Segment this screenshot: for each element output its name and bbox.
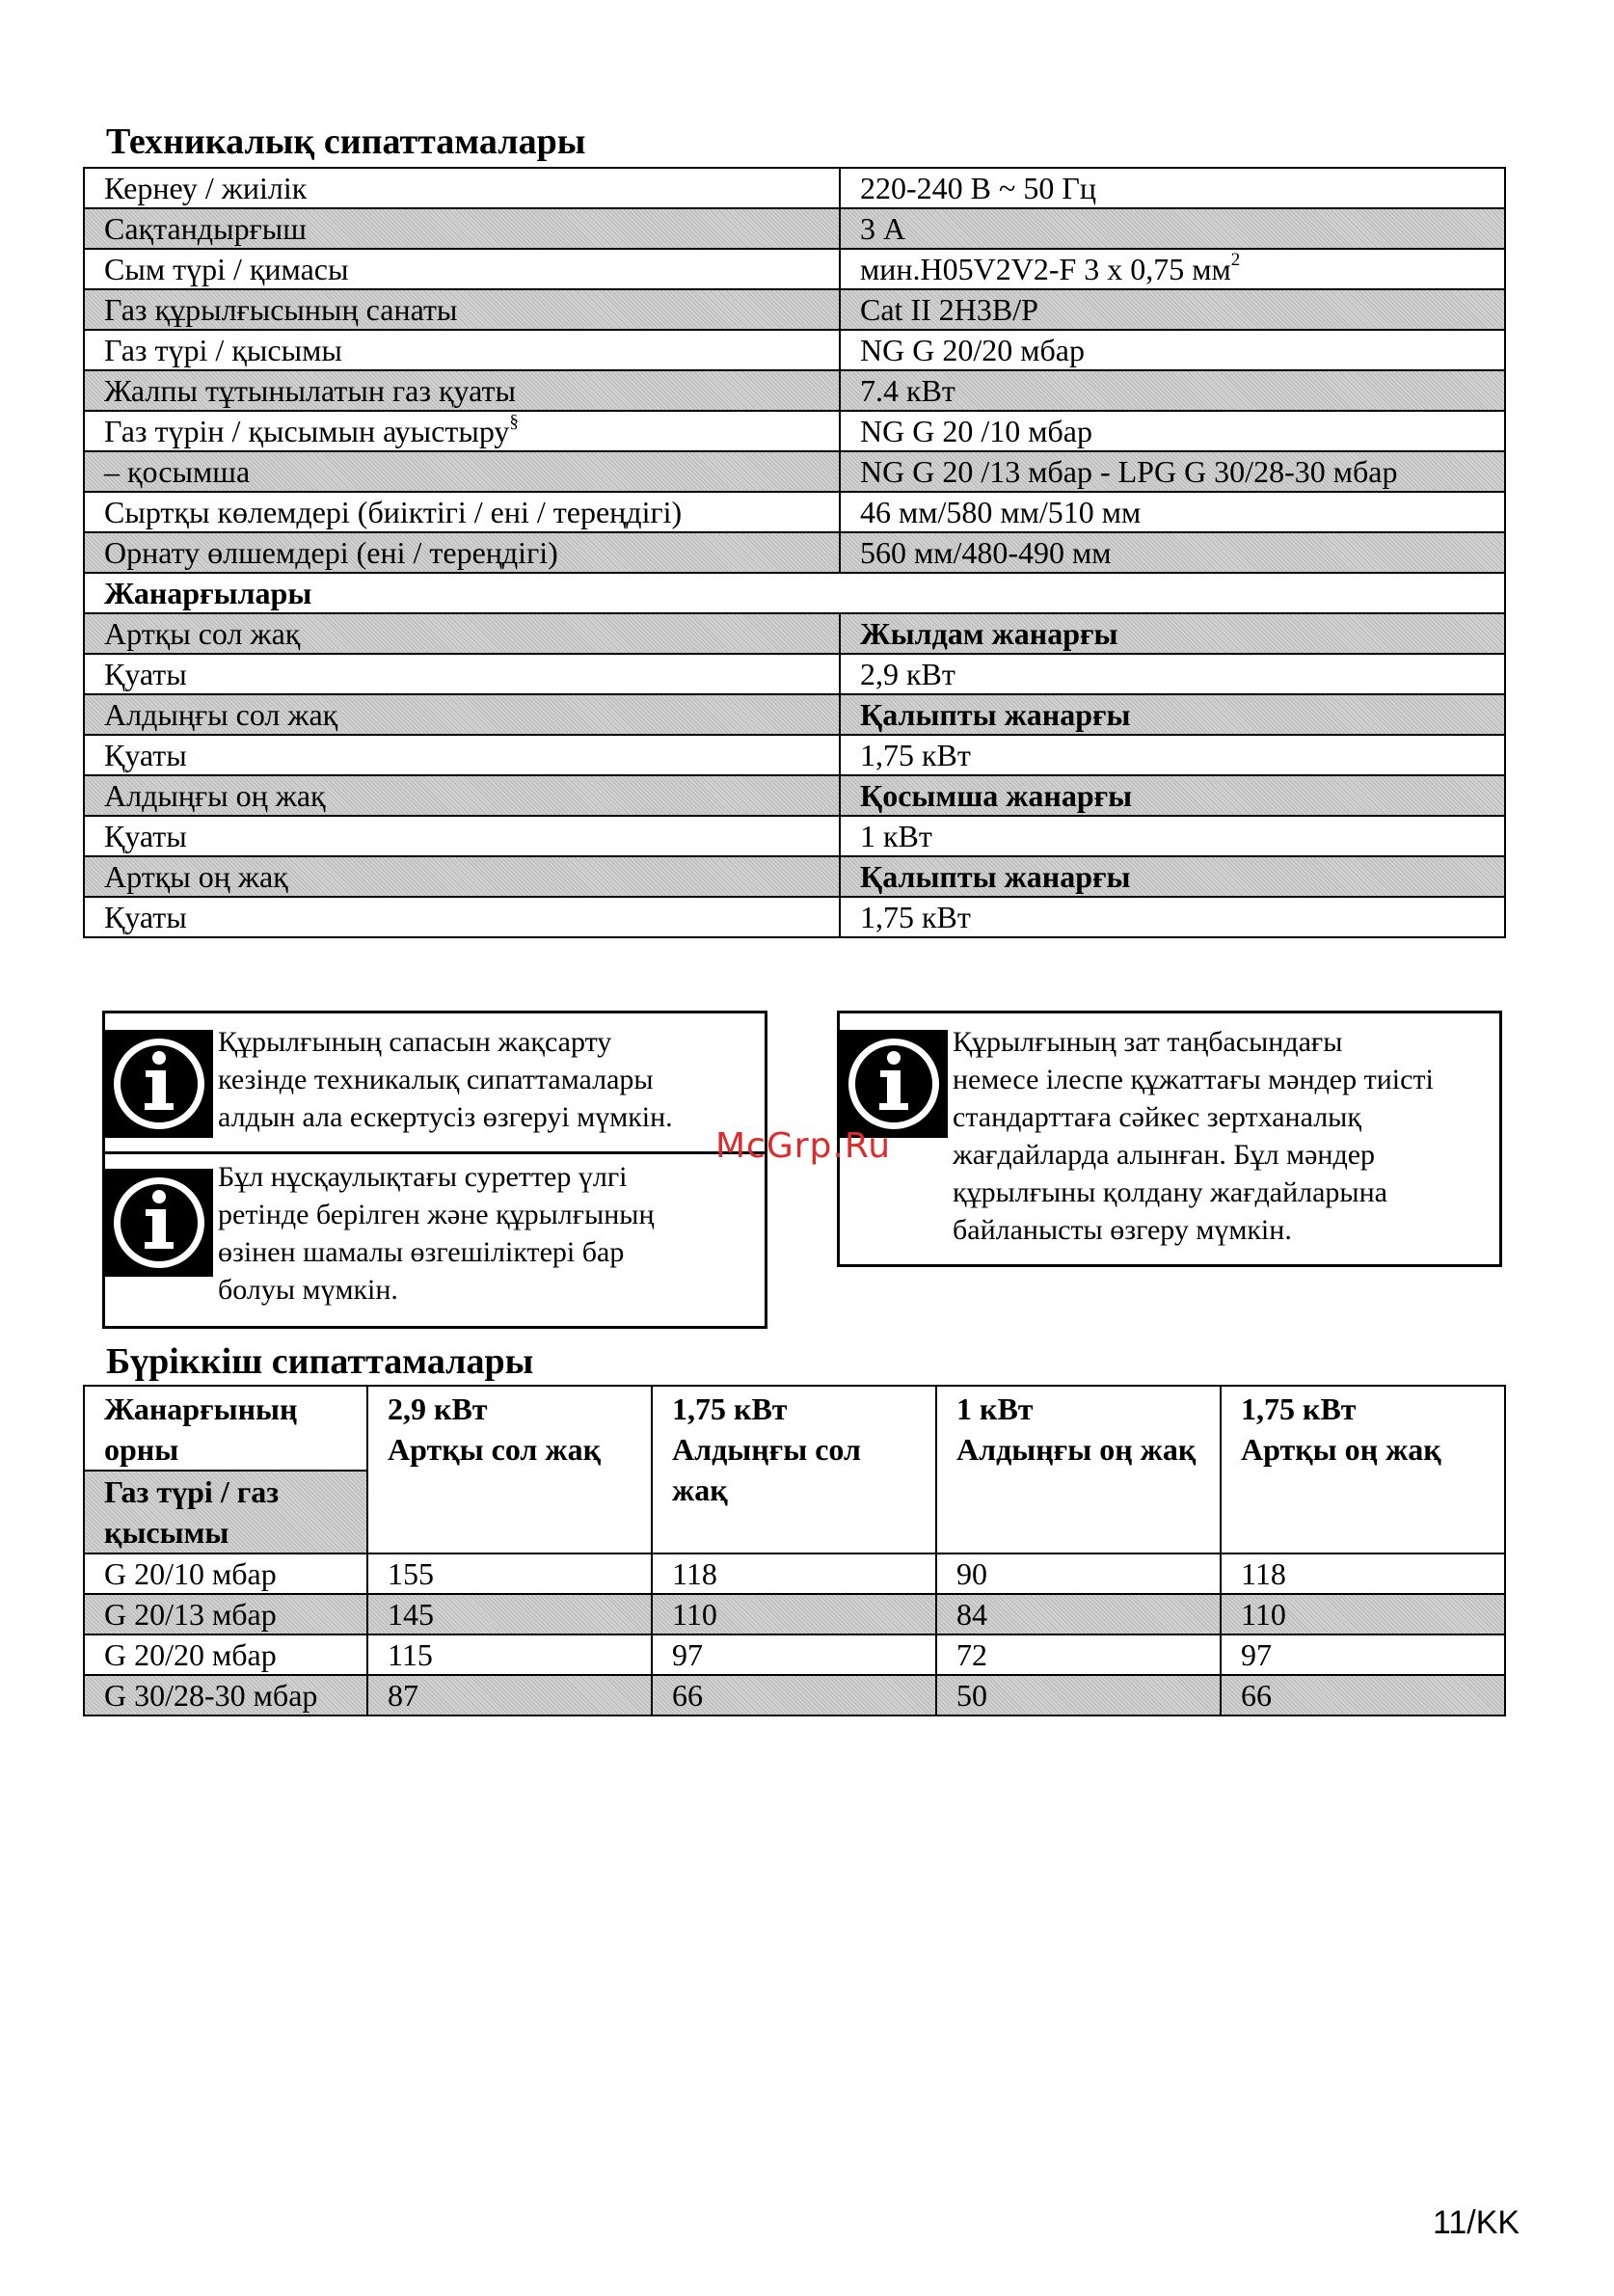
burner-type: Қалыпты жанарғы — [840, 856, 1505, 897]
corner-top: Жанарғының орны — [85, 1387, 366, 1472]
table-row — [84, 735, 1505, 775]
table-row — [84, 1594, 1505, 1634]
burners-heading: Жанарғылары — [84, 573, 1505, 613]
column-position: Артқы сол жақ — [388, 1432, 601, 1467]
table-row — [84, 168, 1505, 208]
corner-cell — [84, 1386, 367, 1553]
table-cell: 66 — [1221, 1675, 1505, 1715]
spec-value-text: мин.H05V2V2-F 3 x 0,75 мм — [860, 252, 1231, 286]
notes-left-box — [102, 1011, 767, 1329]
note-illustrations — [105, 1154, 765, 1309]
spec-label: Сақтандырғыш — [84, 208, 840, 249]
burner-position: Алдыңғы сол жақ — [84, 694, 840, 735]
table-row — [84, 694, 1505, 735]
spec-value: 220-240 В ~ 50 Гц — [840, 168, 1505, 208]
superscript: 2 — [1230, 250, 1241, 271]
note-line: жағдайларда алынған. Бұл мәндер — [953, 1139, 1376, 1171]
spec-label: Газ құрылғысының санаты — [84, 289, 840, 330]
table-row — [84, 330, 1505, 370]
spec-label: Газ түрі / қысымы — [84, 330, 840, 370]
burner-power-label: Қуаты — [84, 897, 840, 937]
table-cell: 115 — [367, 1634, 652, 1675]
gas-type: G 20/20 мбар — [84, 1634, 367, 1675]
corner-bottom: Газ түрі / газ қысымы — [85, 1472, 366, 1553]
spec-value: NG G 20 /13 мбар - LPG G 30/28-30 мбар — [840, 451, 1505, 492]
tech-specs-title: Техникалық сипаттамалары — [106, 122, 586, 162]
note-text — [213, 1013, 673, 1151]
table-cell: 110 — [1221, 1594, 1505, 1634]
column-header — [1221, 1386, 1505, 1553]
note-line: байланысты өзгеру мүмкін. — [953, 1214, 1292, 1246]
table-cell: 118 — [652, 1553, 936, 1594]
burner-power: 2,9 кВт — [840, 654, 1505, 694]
burner-power-label: Қуаты — [84, 735, 840, 775]
burner-power: 1,75 кВт — [840, 735, 1505, 775]
table-row — [84, 1553, 1505, 1594]
burner-position: Артқы сол жақ — [84, 613, 840, 654]
spec-label-text: Газ түрін / қысымын ауыстыру — [104, 414, 510, 448]
table-cell: 87 — [367, 1675, 652, 1715]
table-row — [84, 411, 1505, 451]
table-cell: 97 — [1221, 1634, 1505, 1675]
table-row — [84, 613, 1505, 654]
notes-right-box — [837, 1011, 1502, 1267]
table-cell: 50 — [936, 1675, 1221, 1715]
table-row — [84, 1634, 1505, 1675]
column-position: Артқы оң жақ — [1241, 1432, 1441, 1467]
burner-power-label: Қуаты — [84, 816, 840, 856]
spec-label — [84, 411, 840, 451]
column-header — [936, 1386, 1221, 1553]
note-line: ретінде берілген және құрылғының — [218, 1199, 655, 1230]
table-row — [84, 816, 1505, 856]
spec-value: NG G 20/20 мбар — [840, 330, 1505, 370]
table-row — [84, 208, 1505, 249]
note-lab-values — [840, 1013, 1499, 1249]
note-text — [213, 1154, 655, 1309]
column-power: 1 кВт — [956, 1391, 1034, 1426]
table-row — [84, 897, 1505, 937]
burner-position: Артқы оң жақ — [84, 856, 840, 897]
table-cell: 118 — [1221, 1553, 1505, 1594]
table-cell: 66 — [652, 1675, 936, 1715]
spec-value: 7.4 кВт — [840, 370, 1505, 411]
spec-label: Орнату өлшемдері (ені / тереңдігі) — [84, 532, 840, 573]
table-cell: 90 — [936, 1553, 1221, 1594]
burner-type: Қалыпты жанарғы — [840, 694, 1505, 735]
note-line: кезінде техникалық сипаттамалары — [218, 1064, 654, 1095]
table-row — [84, 289, 1505, 330]
note-line: Құрылғының сапасын жақсарту — [218, 1026, 612, 1058]
spec-value — [840, 249, 1505, 289]
table-row — [84, 249, 1505, 289]
note-line: Құрылғының зат таңбасындағы — [953, 1026, 1343, 1058]
note-line: болуы мүмкін. — [218, 1274, 398, 1306]
spec-value: Cat II 2H3B/P — [840, 289, 1505, 330]
table-row — [84, 532, 1505, 573]
note-line: құрылғыны қолдану жағдайларына — [953, 1176, 1387, 1208]
column-position: Алдыңғы сол жақ — [672, 1432, 861, 1507]
table-row — [84, 492, 1505, 532]
table-row — [84, 573, 1505, 613]
watermark-text: McGrp.Ru — [715, 1126, 892, 1166]
burner-power-label: Қуаты — [84, 654, 840, 694]
note-line: Бұл нұсқаулықтағы суреттер үлгі — [218, 1161, 628, 1193]
gas-type: G 20/13 мбар — [84, 1594, 367, 1634]
burner-type: Жылдам жанарғы — [840, 613, 1505, 654]
burner-power: 1,75 кВт — [840, 897, 1505, 937]
note-line: стандарттаға сәйкес зертханалық — [953, 1101, 1361, 1133]
table-cell: 110 — [652, 1594, 936, 1634]
spec-value: 3 А — [840, 208, 1505, 249]
info-icon — [105, 1030, 213, 1138]
gas-type: G 20/10 мбар — [84, 1553, 367, 1594]
burner-type: Қосымша жанарғы — [840, 775, 1505, 816]
spec-label: Сым түрі / қимасы — [84, 249, 840, 289]
column-power: 2,9 кВт — [388, 1391, 488, 1426]
burner-power: 1 кВт — [840, 816, 1505, 856]
spec-value: 46 мм/580 мм/510 мм — [840, 492, 1505, 532]
table-row — [84, 856, 1505, 897]
injector-table — [83, 1385, 1506, 1716]
spec-label: – қосымша — [84, 451, 840, 492]
superscript: § — [509, 412, 519, 433]
burner-position: Алдыңғы оң жақ — [84, 775, 840, 816]
spec-label: Сыртқы көлемдері (биіктігі / ені / тереңдігі) — [84, 492, 840, 532]
note-line: өзінен шамалы өзгешіліктері бар — [218, 1236, 625, 1268]
table-cell: 145 — [367, 1594, 652, 1634]
table-row — [84, 654, 1505, 694]
column-header — [652, 1386, 936, 1553]
tech-specs-table — [83, 167, 1506, 938]
spec-value: NG G 20 /10 мбар — [840, 411, 1505, 451]
note-line: немесе ілеспе құжаттағы мәндер тиісті — [953, 1064, 1434, 1095]
note-quality — [105, 1013, 765, 1151]
note-text — [948, 1013, 1434, 1249]
note-line: алдын ала ескертусіз өзгеруі мүмкін. — [218, 1101, 673, 1133]
column-header — [367, 1386, 652, 1553]
table-row — [84, 370, 1505, 411]
spec-label: Кернеу / жиілік — [84, 168, 840, 208]
injector-specs-title: Бүріккіш сипаттамалары — [106, 1341, 534, 1382]
table-cell: 72 — [936, 1634, 1221, 1675]
table-cell: 155 — [367, 1553, 652, 1594]
table-cell: 84 — [936, 1594, 1221, 1634]
table-row — [84, 1675, 1505, 1715]
table-cell: 97 — [652, 1634, 936, 1675]
table-row — [84, 775, 1505, 816]
page-number: 11/KK — [1433, 2204, 1520, 2241]
spec-label: Жалпы тұтынылатын газ қуаты — [84, 370, 840, 411]
table-row — [84, 451, 1505, 492]
table-header-row — [84, 1386, 1505, 1553]
info-icon — [840, 1030, 948, 1138]
column-power: 1,75 кВт — [1241, 1391, 1357, 1426]
column-power: 1,75 кВт — [672, 1391, 788, 1426]
column-position: Алдыңғы оң жақ — [956, 1432, 1197, 1467]
gas-type: G 30/28-30 мбар — [84, 1675, 367, 1715]
spec-value: 560 мм/480-490 мм — [840, 532, 1505, 573]
info-icon — [105, 1169, 213, 1277]
